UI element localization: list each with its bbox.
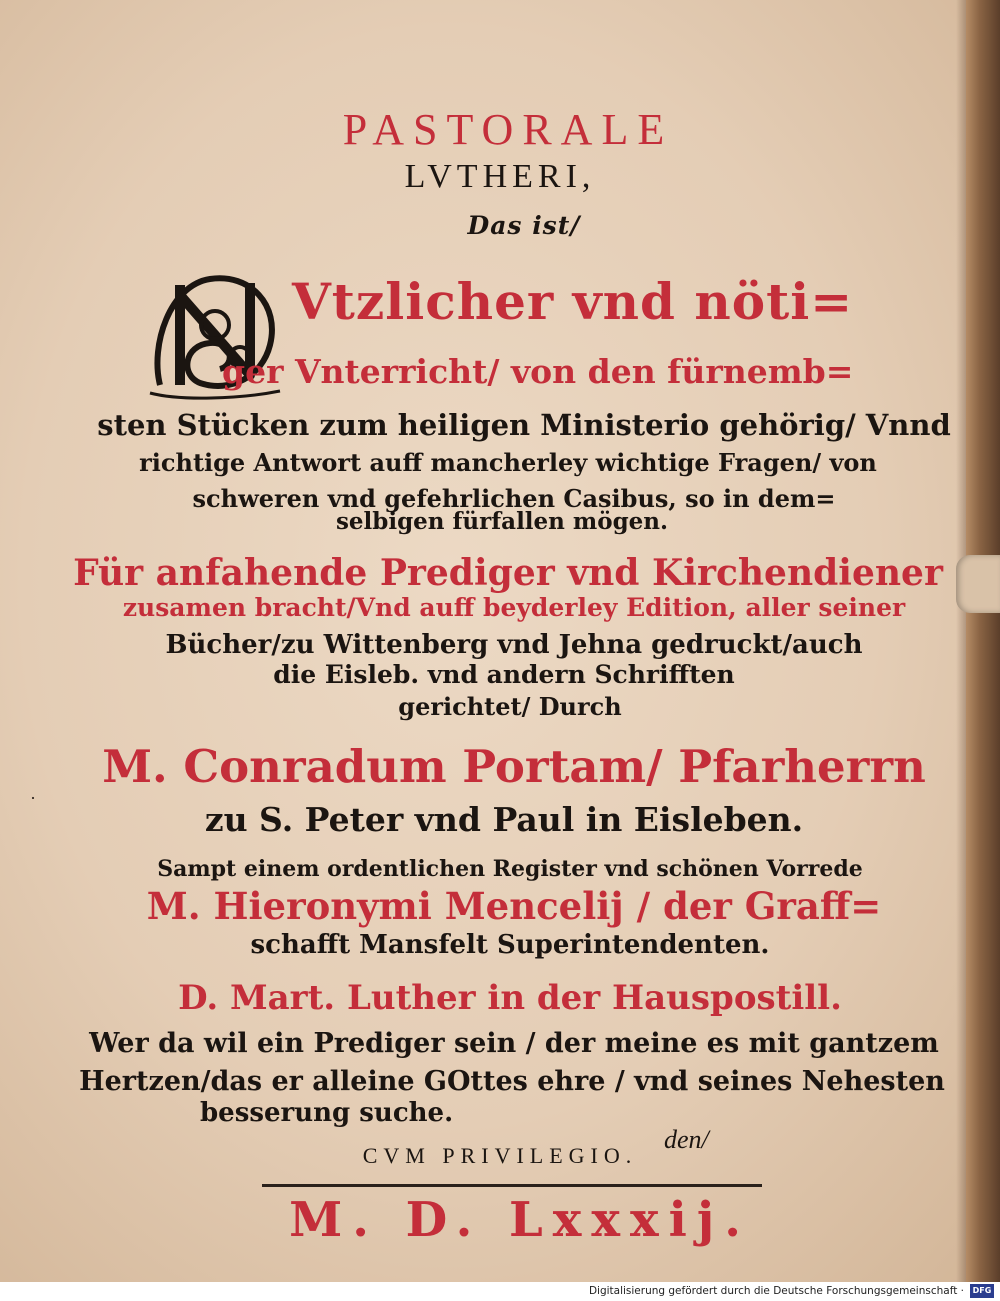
margin-mark: · bbox=[30, 788, 36, 808]
purpose-line-4: die Eisleb. vnd andern Schrifften bbox=[273, 660, 735, 689]
preface-line-3: schafft Mansfelt Superintendenten. bbox=[250, 930, 770, 960]
footer-credit: Digitalisierung gefördert durch die Deutsche Forschungsgemeinschaft · bbox=[588, 1285, 964, 1297]
title-pastorale: PASTORALE bbox=[342, 105, 674, 154]
text-line-5: schweren vnd gefehrlichen Casibus, so in dem= bbox=[192, 484, 836, 513]
dfg-logo-icon[interactable]: DFG bbox=[970, 1284, 994, 1298]
author-name: M. Conradum Portam/ Pfarherrn bbox=[102, 740, 926, 793]
purpose-line-2: zusamen bracht/Vnd auff beyderley Edition, aller seiner bbox=[122, 593, 906, 622]
das-ist-line: Das ist/ bbox=[467, 211, 581, 240]
divider-rule bbox=[262, 1184, 762, 1187]
title-lutheri: LVTHERI, bbox=[404, 158, 596, 195]
purpose-line-1: Für anfahende Prediger vnd Kirchendiener bbox=[73, 552, 943, 594]
text-line-4: richtige Antwort auff mancherley wichtige Fragen/ von bbox=[139, 448, 877, 477]
quote-line-3: besserung suche. bbox=[200, 1098, 454, 1128]
handwritten-note: den/ bbox=[664, 1125, 709, 1154]
heading-line-1: Vtzlicher vnd nöti= bbox=[292, 272, 854, 331]
preface-line-1: Sampt einem ordentlichen Register vnd schönen Vorrede bbox=[157, 856, 863, 882]
imprint-date: M. D. Lxxxij. bbox=[289, 1192, 751, 1248]
quote-source: D. Mart. Luther in der Hauspostill. bbox=[178, 978, 842, 1018]
author-place: zu S. Peter vnd Paul in Eisleben. bbox=[204, 800, 804, 839]
text-line-3: sten Stücken zum heiligen Ministerio gehörig/ Vnnd bbox=[97, 408, 951, 442]
quote-line-1: Wer da wil ein Prediger sein / der meine es mit gantzem bbox=[89, 1028, 939, 1059]
quote-line-2: Hertzen/das er alleine GOttes ehre / vnd seines Nehesten bbox=[79, 1066, 945, 1097]
purpose-line-5: gerichtet/ Durch bbox=[398, 692, 622, 721]
preface-author: M. Hieronymi Mencelij / der Graff= bbox=[146, 884, 882, 928]
heading-line-2: ger Vnterricht/ von den fürnemb= bbox=[222, 352, 854, 391]
privilege-line: CVM PRIVILEGIO. bbox=[362, 1143, 638, 1168]
text-line-6: selbigen fürfallen mögen. bbox=[335, 508, 669, 535]
purpose-line-3: Bücher/zu Wittenberg vnd Jehna gedruckt/auch bbox=[165, 630, 863, 660]
